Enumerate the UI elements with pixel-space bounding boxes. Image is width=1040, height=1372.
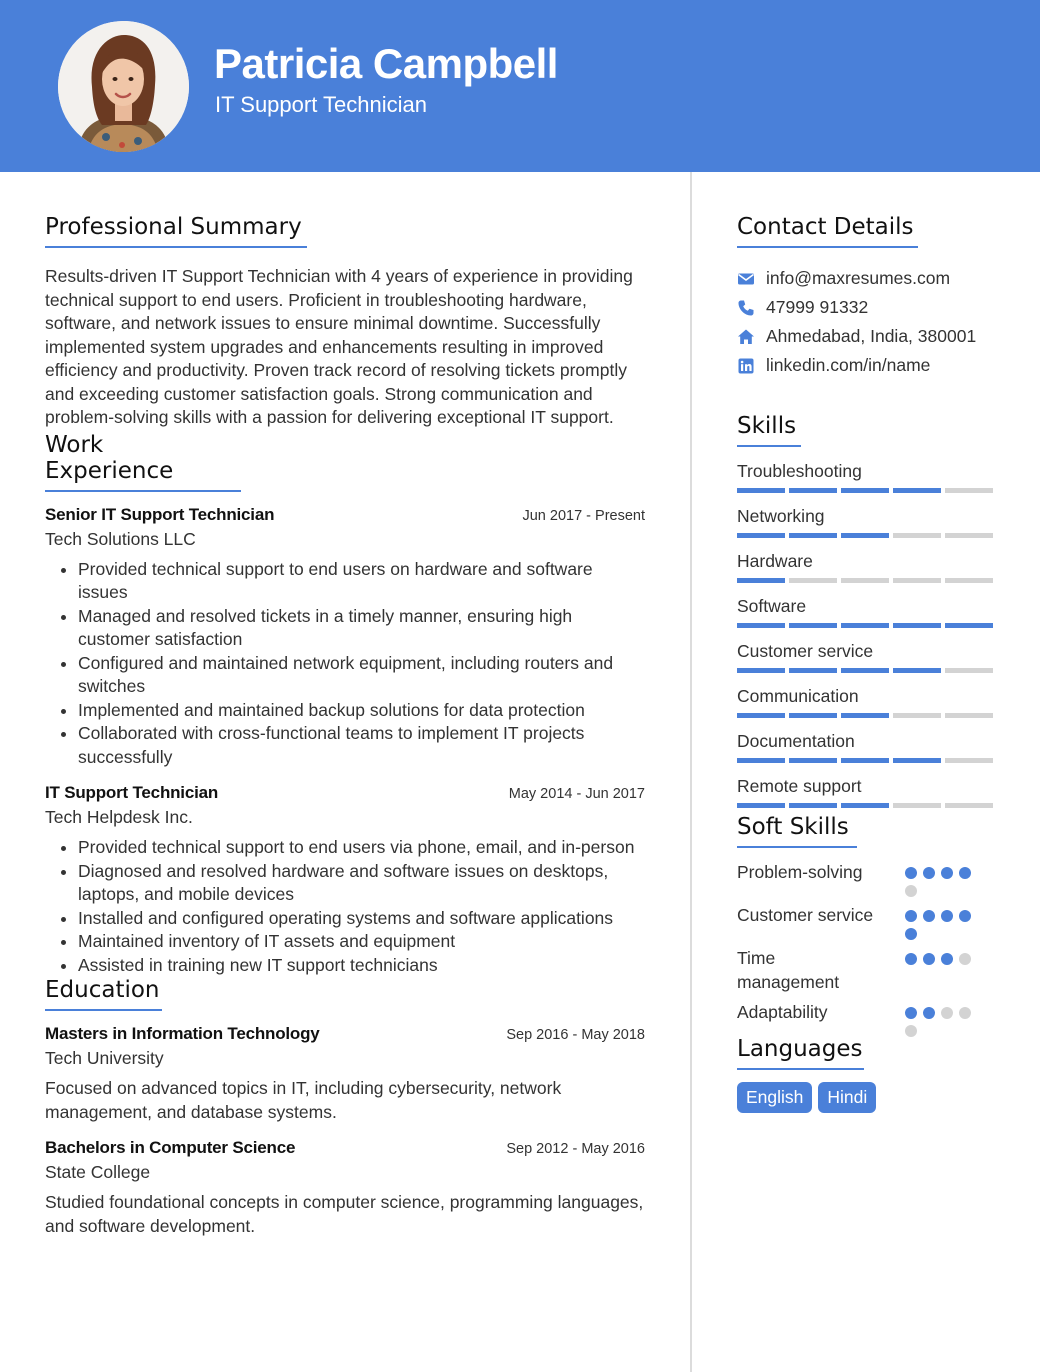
contact-phone-text: 47999 91332 — [766, 297, 869, 317]
home-icon — [737, 328, 755, 346]
job-company: Tech Helpdesk Inc. — [45, 807, 193, 827]
job-role: Senior IT Support Technician — [45, 504, 275, 524]
job-bullet: • Collaborated with cross-functional teams to implement IT projects successfully — [78, 722, 645, 769]
skill-level-segment — [893, 758, 941, 763]
skill-level-bar — [737, 488, 997, 493]
job-entry — [45, 505, 645, 770]
section-title-contact: Contact Details — [737, 214, 918, 248]
job-role: IT Support Technician — [45, 783, 219, 802]
skill-level-segment — [945, 578, 993, 583]
education-description: Studied foundational concepts in computer science, programming languages, and software development. — [45, 1192, 644, 1236]
rating-dot — [923, 867, 935, 879]
skill-level-segment — [841, 668, 889, 673]
skill-level-segment — [789, 578, 837, 583]
skills-list — [737, 461, 997, 808]
soft-skills-list — [737, 860, 997, 1037]
skill-item — [737, 776, 997, 808]
rating-dot — [959, 1007, 971, 1019]
skill-level-segment — [737, 623, 785, 628]
skill-level-segment — [841, 803, 889, 808]
skill-name: Networking — [737, 506, 825, 526]
rating-dot — [941, 910, 953, 922]
languages-list — [737, 1082, 997, 1113]
skill-name: Documentation — [737, 731, 855, 751]
education-degree: Masters in Information Technology — [45, 1024, 320, 1043]
rating-dot — [905, 1025, 917, 1037]
skill-level-segment — [737, 668, 785, 673]
education-school: Tech University — [45, 1048, 164, 1068]
profile-photo-illustration — [58, 21, 189, 152]
skill-level-bar — [737, 623, 997, 628]
job-date: May 2014 - Jun 2017 — [508, 786, 645, 802]
skill-level-segment — [945, 623, 993, 628]
job-bullet: • Maintained inventory of IT assets and equipment — [78, 930, 645, 954]
linkedin-icon — [737, 357, 755, 375]
skill-level-segment — [737, 803, 785, 808]
soft-skill-rating — [905, 946, 985, 994]
rating-dot — [905, 928, 917, 940]
skill-name: Troubleshooting — [737, 461, 862, 481]
job-bullet: • Provided technical support to end users via phone, email, and in-person — [78, 836, 645, 860]
rating-dot — [923, 953, 935, 965]
skill-level-segment — [737, 533, 785, 538]
skill-level-bar — [737, 533, 997, 538]
rating-dot — [905, 867, 917, 879]
skill-level-segment — [789, 533, 837, 538]
skill-item — [737, 596, 997, 628]
skill-level-segment — [841, 713, 889, 718]
contact-address-text: Ahmedabad, India, 380001 — [766, 326, 977, 346]
skill-level-segment — [945, 713, 993, 718]
section-title-education: Education — [45, 977, 162, 1011]
skill-level-segment — [789, 668, 837, 673]
skill-level-segment — [789, 803, 837, 808]
soft-skill-item — [737, 1000, 997, 1037]
skill-name: Remote support — [737, 776, 862, 796]
phone-icon — [737, 299, 755, 317]
education-school: State College — [45, 1162, 151, 1182]
candidate-title: IT Support Technician — [215, 92, 427, 117]
language-tag: Hindi — [818, 1082, 876, 1113]
section-title-work: Work Experience — [45, 432, 241, 492]
job-bullets — [45, 836, 645, 977]
skill-level-segment — [737, 488, 785, 493]
skill-item — [737, 641, 997, 673]
skill-level-segment — [945, 758, 993, 763]
skill-level-segment — [841, 623, 889, 628]
rating-dot — [923, 1007, 935, 1019]
skill-level-bar — [737, 713, 997, 718]
job-date: Jun 2017 - Present — [522, 507, 645, 524]
contact-linkedin[interactable] — [737, 351, 997, 380]
education-date: Sep 2012 - May 2016 — [506, 1141, 645, 1157]
skill-level-segment — [841, 758, 889, 763]
skill-level-segment — [945, 488, 993, 493]
skill-item — [737, 506, 997, 538]
job-bullet: • Provided technical support to end users on hardware and software issues — [78, 558, 645, 605]
contact-phone[interactable] — [737, 293, 997, 322]
skill-item — [737, 731, 997, 763]
job-bullet: • Configured and maintained network equipment, including routers and switches — [78, 652, 645, 699]
column-divider — [690, 172, 692, 1372]
soft-skill-rating — [905, 903, 985, 940]
skill-level-segment — [893, 488, 941, 493]
soft-skill-item — [737, 946, 997, 994]
skill-name: Customer service — [737, 641, 874, 661]
soft-skill-name: Customer service — [737, 905, 874, 925]
job-bullet: • Installed and configured operating systems and software applications — [78, 907, 645, 931]
soft-skill-name: Adaptability — [737, 1002, 828, 1022]
skill-level-segment — [893, 668, 941, 673]
skill-level-segment — [945, 533, 993, 538]
rating-dot — [941, 1007, 953, 1019]
candidate-name: Patricia Campbell — [214, 40, 558, 87]
skill-level-bar — [737, 578, 997, 583]
skill-level-segment — [841, 533, 889, 538]
job-entry — [45, 783, 645, 977]
skill-level-bar — [737, 758, 997, 763]
rating-dot — [941, 953, 953, 965]
education-description: Focused on advanced topics in IT, including cybersecurity, network management, and database systems. — [45, 1078, 562, 1122]
contact-address — [737, 322, 997, 351]
soft-skill-name: Time management — [737, 948, 840, 992]
job-bullets — [45, 558, 645, 770]
skill-level-segment — [789, 488, 837, 493]
soft-skill-name: Problem-solving — [737, 862, 863, 882]
skill-level-segment — [893, 713, 941, 718]
soft-skill-item — [737, 903, 997, 940]
skill-level-segment — [945, 668, 993, 673]
section-title-skills: Skills — [737, 413, 801, 447]
job-bullet: • Assisted in training new IT support technicians — [78, 954, 645, 978]
summary-text: Results-driven IT Support Technician with 4 years of experience in providing technical support to end users. Proficient in troubleshooting hardware, software, and network issues to ensure minimal downtime. Successfully implemented system upgrades and enhancements resulting in improved efficiency and productivity. Proven track record of resolving tickets promptly and exceeding customer satisfaction goals. Strong communication and problem-solving skills with a passion for delivering exceptional IT support. — [45, 266, 633, 427]
skill-name: Communication — [737, 686, 859, 706]
skill-name: Software — [737, 596, 807, 616]
skill-level-bar — [737, 668, 997, 673]
rating-dot — [941, 867, 953, 879]
skill-level-bar — [737, 803, 997, 808]
contact-linkedin-text: linkedin.com/in/name — [766, 355, 931, 375]
skill-item — [737, 461, 997, 493]
job-company: Tech Solutions LLC — [45, 528, 196, 549]
contact-list — [737, 264, 997, 380]
skill-level-segment — [789, 758, 837, 763]
skill-level-segment — [841, 488, 889, 493]
rating-dot — [905, 1007, 917, 1019]
soft-skill-item — [737, 860, 997, 897]
contact-email-text: info@maxresumes.com — [766, 268, 951, 288]
job-bullet: • Implemented and maintained backup solutions for data protection — [78, 699, 645, 723]
contact-email[interactable] — [737, 264, 997, 293]
sidebar-column — [737, 214, 997, 1113]
job-bullet: • Managed and resolved tickets in a timely manner, ensuring high customer satisfaction — [78, 605, 645, 652]
rating-dot — [959, 953, 971, 965]
skill-item — [737, 551, 997, 583]
soft-skill-rating — [905, 1000, 985, 1037]
skill-level-segment — [893, 803, 941, 808]
skill-level-segment — [789, 713, 837, 718]
soft-skill-rating — [905, 860, 985, 897]
skill-name: Hardware — [737, 551, 813, 571]
skill-level-segment — [945, 803, 993, 808]
job-bullet: • Diagnosed and resolved hardware and software issues on desktops, laptops, and mobile devices — [78, 860, 645, 907]
education-entry — [45, 1138, 645, 1238]
main-column — [45, 214, 645, 1238]
skill-item — [737, 686, 997, 718]
language-tag: English — [737, 1082, 812, 1113]
rating-dot — [905, 953, 917, 965]
rating-dot — [905, 910, 917, 922]
section-title-summary: Professional Summary — [45, 214, 307, 248]
skill-level-segment — [789, 623, 837, 628]
profile-photo — [58, 21, 189, 152]
resume-header — [0, 0, 1040, 172]
skill-level-segment — [841, 578, 889, 583]
education-degree: Bachelors in Computer Science — [45, 1138, 296, 1157]
skill-level-segment — [893, 533, 941, 538]
skill-level-segment — [737, 578, 785, 583]
education-entry — [45, 1024, 645, 1124]
section-title-soft-skills: Soft Skills — [737, 814, 857, 848]
skill-level-segment — [893, 578, 941, 583]
skill-level-segment — [893, 623, 941, 628]
education-date: Sep 2016 - May 2018 — [506, 1027, 645, 1043]
rating-dot — [959, 867, 971, 879]
skill-level-segment — [737, 713, 785, 718]
skill-level-segment — [737, 758, 785, 763]
rating-dot — [959, 910, 971, 922]
rating-dot — [923, 910, 935, 922]
rating-dot — [905, 885, 917, 897]
envelope-icon — [737, 270, 755, 288]
section-title-languages: Languages — [737, 1036, 864, 1070]
